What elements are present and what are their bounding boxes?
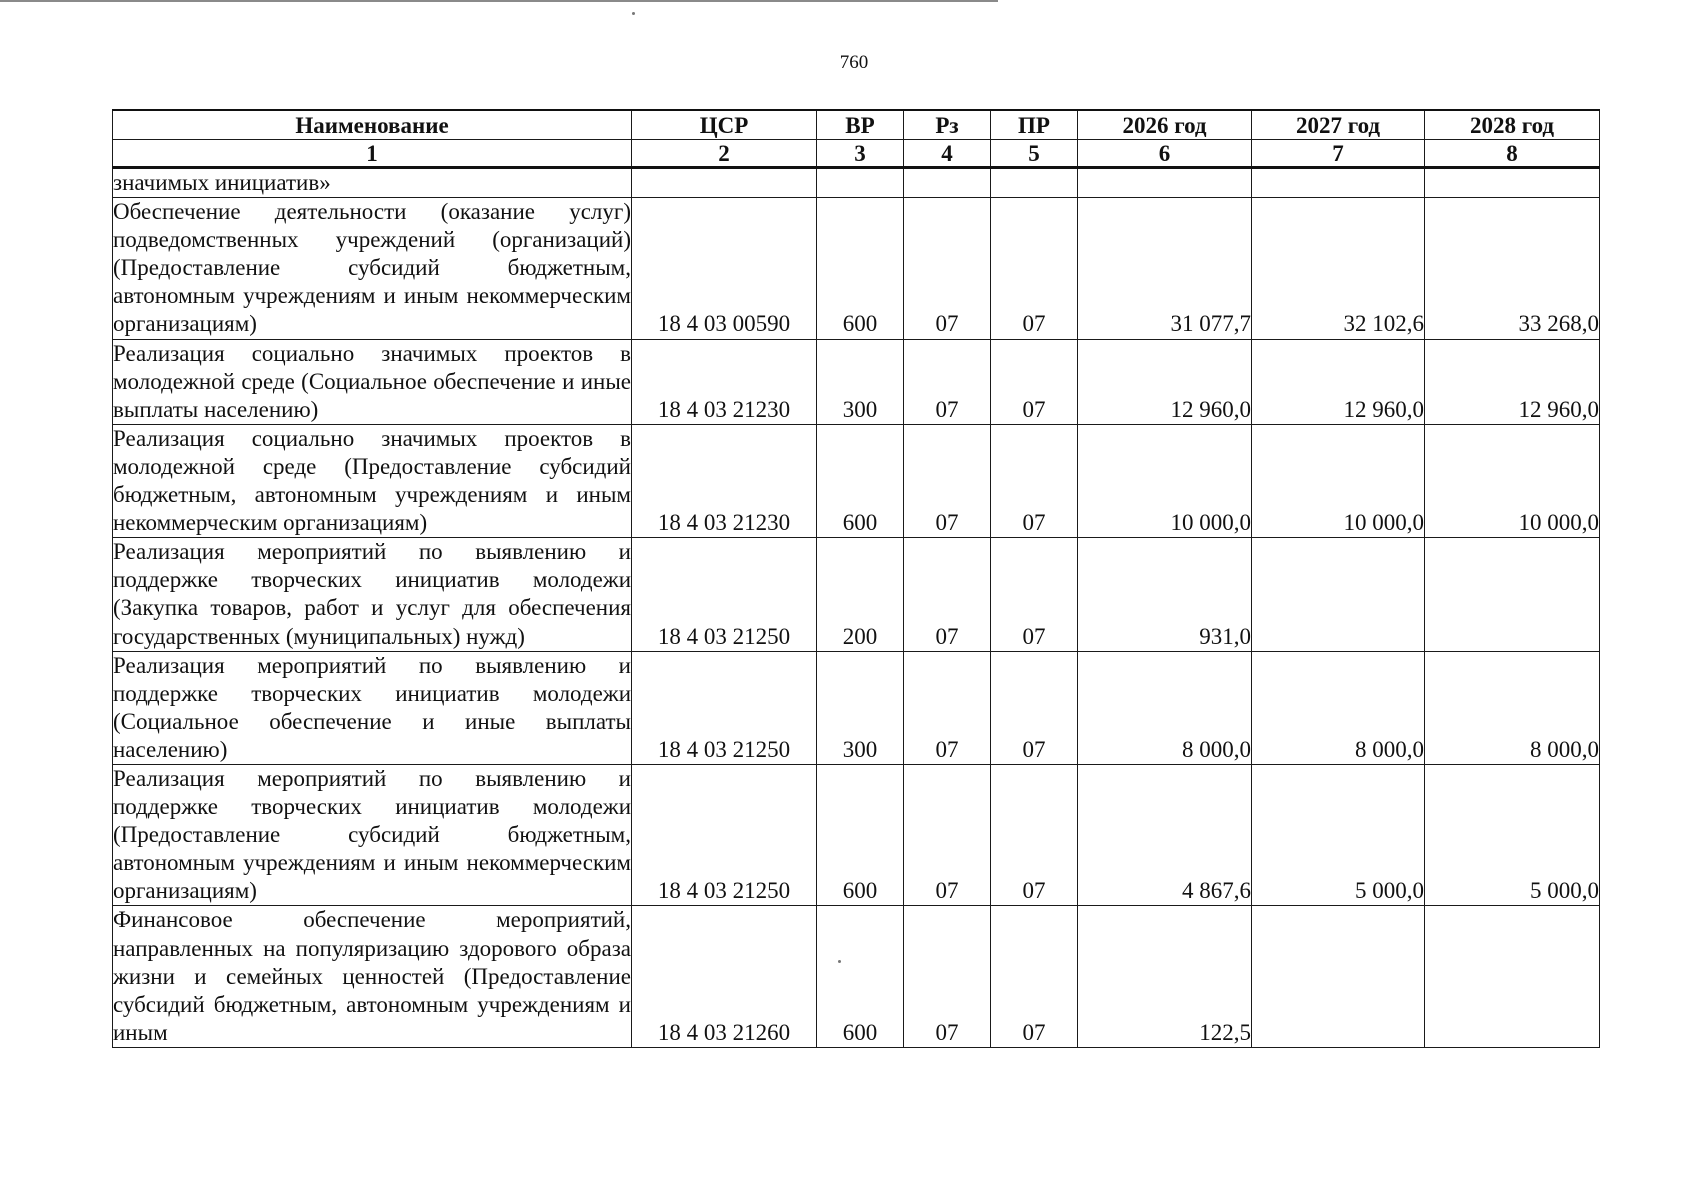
row-amount-2027: 32 102,6	[1252, 198, 1425, 339]
row-amount-2028: 8 000,0	[1425, 651, 1600, 764]
row-pr: 07	[991, 906, 1078, 1047]
row-amount-2028: 33 268,0	[1425, 198, 1600, 339]
row-csr: 18 4 03 21250	[632, 764, 817, 905]
row-name: Реализация мероприятий по выявлению и поддержке творческих инициатив молодежи (Закупка товаров, работ и услуг для обеспечения государственных (муниципальных) нужд)	[113, 538, 632, 651]
col-header-pr: ПР	[991, 110, 1078, 140]
row-csr: 18 4 03 21250	[632, 538, 817, 651]
col-header-csr: ЦСР	[632, 110, 817, 140]
column-number-row	[113, 140, 1600, 168]
row-vr: 600	[817, 198, 904, 339]
col-number: 4	[904, 140, 991, 168]
table-row	[113, 339, 1600, 424]
row-amount-2026: 8 000,0	[1078, 651, 1252, 764]
table-row	[113, 651, 1600, 764]
table-row	[113, 906, 1600, 1047]
col-number: 3	[817, 140, 904, 168]
row-amount-2028	[1425, 906, 1600, 1047]
row-amount-2027: 8 000,0	[1252, 651, 1425, 764]
col-header-2028: 2028 год	[1425, 110, 1600, 140]
row-amount-2026: 10 000,0	[1078, 424, 1252, 537]
row-amount-2027: 10 000,0	[1252, 424, 1425, 537]
row-pr: 07	[991, 198, 1078, 339]
row-amount-2026: 122,5	[1078, 906, 1252, 1047]
row-name: Финансовое обеспечение мероприятий, направленных на популяризацию здорового образа жизни и семейных ценностей (Предоставление субсидий бюджетным, автономным учреждениям и иным	[113, 906, 632, 1047]
row-amount-2028: 12 960,0	[1425, 339, 1600, 424]
col-header-2027: 2027 год	[1252, 110, 1425, 140]
row-csr: 18 4 03 21260	[632, 906, 817, 1047]
row-rz: 07	[904, 651, 991, 764]
row-amount-2027: 12 960,0	[1252, 339, 1425, 424]
row-name: значимых инициатив»	[113, 168, 632, 198]
col-header-rz: Рз	[904, 110, 991, 140]
row-name: Реализация социально значимых проектов в молодежной среде (Предоставление субсидий бюджетным, автономным учреждениям и иным некоммерческим организациям)	[113, 424, 632, 537]
col-number: 8	[1425, 140, 1600, 168]
row-amount-2028: 5 000,0	[1425, 764, 1600, 905]
scan-top-edge-line	[0, 0, 998, 2]
row-name: Обеспечение деятельности (оказание услуг) подведомственных учреждений (организаций) (Предоставление субсидий бюджетным, автономным учреждениям и иным некоммерческим организациям)	[113, 198, 632, 339]
row-csr: 18 4 03 21250	[632, 651, 817, 764]
row-rz: 07	[904, 538, 991, 651]
row-amount-2028: 10 000,0	[1425, 424, 1600, 537]
table-row	[113, 198, 1600, 339]
row-amount-2026: 31 077,7	[1078, 198, 1252, 339]
table-row	[113, 168, 1600, 198]
table-row	[113, 538, 1600, 651]
table-row	[113, 424, 1600, 537]
row-name: Реализация социально значимых проектов в молодежной среде (Социальное обеспечение и иные выплаты населению)	[113, 339, 632, 424]
row-vr: 300	[817, 651, 904, 764]
col-header-vr: ВР	[817, 110, 904, 140]
col-number: 6	[1078, 140, 1252, 168]
row-pr	[991, 168, 1078, 198]
budget-table	[112, 109, 1600, 1048]
row-rz	[904, 168, 991, 198]
row-name: Реализация мероприятий по выявлению и поддержке творческих инициатив молодежи (Предоставление субсидий бюджетным, автономным учреждениям и иным некоммерческим организациям)	[113, 764, 632, 905]
row-rz: 07	[904, 339, 991, 424]
row-csr: 18 4 03 21230	[632, 339, 817, 424]
row-amount-2027	[1252, 906, 1425, 1047]
row-vr	[817, 168, 904, 198]
row-amount-2028	[1425, 538, 1600, 651]
row-name: Реализация мероприятий по выявлению и поддержке творческих инициатив молодежи (Социальное обеспечение и иные выплаты населению)	[113, 651, 632, 764]
scan-speck	[632, 12, 635, 15]
row-csr: 18 4 03 21230	[632, 424, 817, 537]
row-pr: 07	[991, 651, 1078, 764]
row-vr: 300	[817, 339, 904, 424]
row-csr: 18 4 03 00590	[632, 198, 817, 339]
row-amount-2027: 5 000,0	[1252, 764, 1425, 905]
row-pr: 07	[991, 764, 1078, 905]
row-pr: 07	[991, 538, 1078, 651]
row-vr: 600	[817, 906, 904, 1047]
row-vr: 600	[817, 764, 904, 905]
col-number: 1	[113, 140, 632, 168]
row-amount-2027	[1252, 538, 1425, 651]
row-csr	[632, 168, 817, 198]
row-amount-2026: 12 960,0	[1078, 339, 1252, 424]
row-vr: 600	[817, 424, 904, 537]
row-rz: 07	[904, 424, 991, 537]
row-amount-2026: 931,0	[1078, 538, 1252, 651]
row-amount-2028	[1425, 168, 1600, 198]
row-amount-2026: 4 867,6	[1078, 764, 1252, 905]
page-number: 760	[839, 52, 869, 73]
row-rz: 07	[904, 764, 991, 905]
table-row	[113, 764, 1600, 905]
header-row	[113, 110, 1600, 140]
row-pr: 07	[991, 424, 1078, 537]
col-number: 7	[1252, 140, 1425, 168]
row-amount-2026	[1078, 168, 1252, 198]
row-rz: 07	[904, 906, 991, 1047]
row-vr: 200	[817, 538, 904, 651]
col-number: 5	[991, 140, 1078, 168]
col-number: 2	[632, 140, 817, 168]
row-rz: 07	[904, 198, 991, 339]
row-pr: 07	[991, 339, 1078, 424]
row-amount-2027	[1252, 168, 1425, 198]
col-header-2026: 2026 год	[1078, 110, 1252, 140]
col-header-name: Наименование	[113, 110, 632, 140]
